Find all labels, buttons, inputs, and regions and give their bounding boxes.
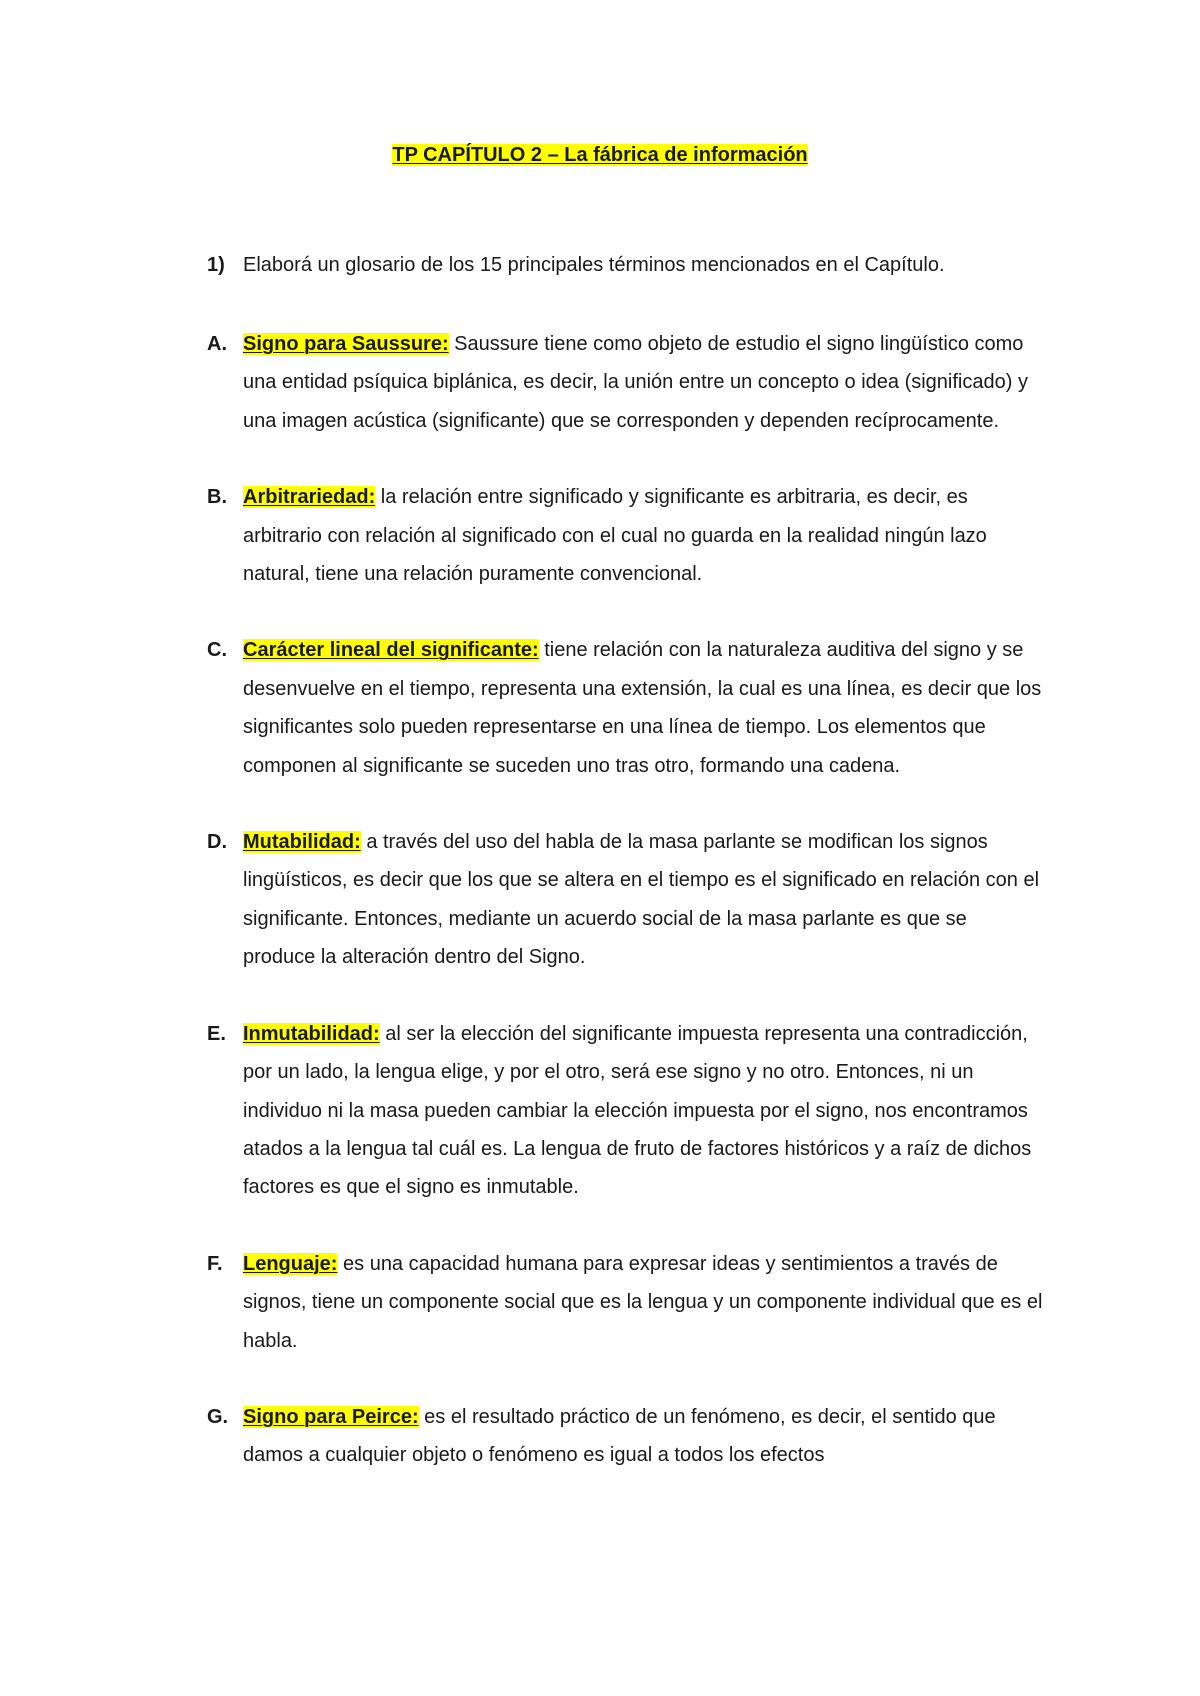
- glossary-item-e: [207, 1015, 1043, 1207]
- title-text: TP CAPÍTULO 2 – La fábrica de información: [392, 144, 808, 166]
- item-definition: es el resultado práctico de un fenómeno, es decir, el sentido que damos a cualquier objeto o fenómeno es igual a todos los efectos: [243, 1405, 996, 1467]
- item-letter: G.: [207, 1405, 229, 1428]
- item-term: Inmutabilidad:: [243, 1022, 380, 1045]
- question-number: 1): [207, 254, 225, 276]
- item-term: Lenguaje:: [243, 1252, 338, 1275]
- glossary-item-f: [207, 1245, 1043, 1360]
- item-term: Mutabilidad:: [243, 831, 361, 854]
- item-letter: A.: [207, 333, 227, 355]
- item-letter: E.: [207, 1022, 226, 1045]
- item-definition: Saussure tiene como objeto de estudio el signo lingüístico como una entidad psíquica biplánica, es decir, la unión entre un concepto o idea (significado) y una imagen acústica (significante) que se corresponden y dependen recíprocamente.: [243, 333, 1028, 432]
- item-term: Signo para Saussure:: [243, 333, 449, 355]
- item-letter: B.: [207, 486, 227, 509]
- item-definition: al ser la elección del significante impuesta representa una contradicción, por un lado, la lengua elige, y por el otro, será ese signo y no otro. Entonces, ni un individuo ni la masa pueden cambiar la elección impuesta por el signo, nos encontramos atados a la lengua tal cuál es. La lengua de fruto de factores históricos y a raíz de dichos factores es que el signo es inmutable.: [243, 1022, 1032, 1199]
- glossary-item-g: [207, 1398, 1043, 1475]
- item-definition: es una capacidad humana para expresar ideas y sentimientos a través de signos, tiene un componente social que es la lengua y un componente individual que es el habla.: [243, 1252, 1043, 1352]
- item-definition: a través del uso del habla de la masa parlante se modifican los signos lingüísticos, es decir que los que se altera en el tiempo es el significado en relación con el significante. Entonces, mediante un acuerdo social de la masa parlante es que se produce la alteración dentro del Signo.: [243, 831, 1040, 969]
- item-letter: F.: [207, 1252, 223, 1275]
- item-term: Arbitrariedad:: [243, 486, 376, 509]
- glossary-item-a: [207, 325, 1043, 440]
- glossary-list: [207, 325, 1043, 1513]
- item-definition: tiene relación con la naturaleza auditiva del signo y se desenvuelve en el tiempo, representa una extensión, la cual es una línea, es decir que los significantes solo pueden representarse en una línea de tiempo. Los elementos que componen al significante se suceden uno tras otro, formando una cadena.: [243, 639, 1042, 777]
- item-letter: D.: [207, 831, 227, 854]
- page-title: [0, 141, 1200, 169]
- item-term: Signo para Peirce:: [243, 1405, 419, 1428]
- item-letter: C.: [207, 639, 227, 662]
- glossary-item-c: [207, 631, 1043, 785]
- question-text: Elaborá un glosario de los 15 principales términos mencionados en el Capítulo.: [243, 254, 945, 276]
- item-term: Carácter lineal del significante:: [243, 639, 539, 662]
- glossary-item-d: [207, 823, 1043, 977]
- item-definition: la relación entre significado y significante es arbitraria, es decir, es arbitrario con relación al significado con el cual no guarda en la realidad ningún lazo natural, tiene una relación puramente convencional.: [243, 486, 987, 586]
- glossary-item-b: [207, 478, 1043, 593]
